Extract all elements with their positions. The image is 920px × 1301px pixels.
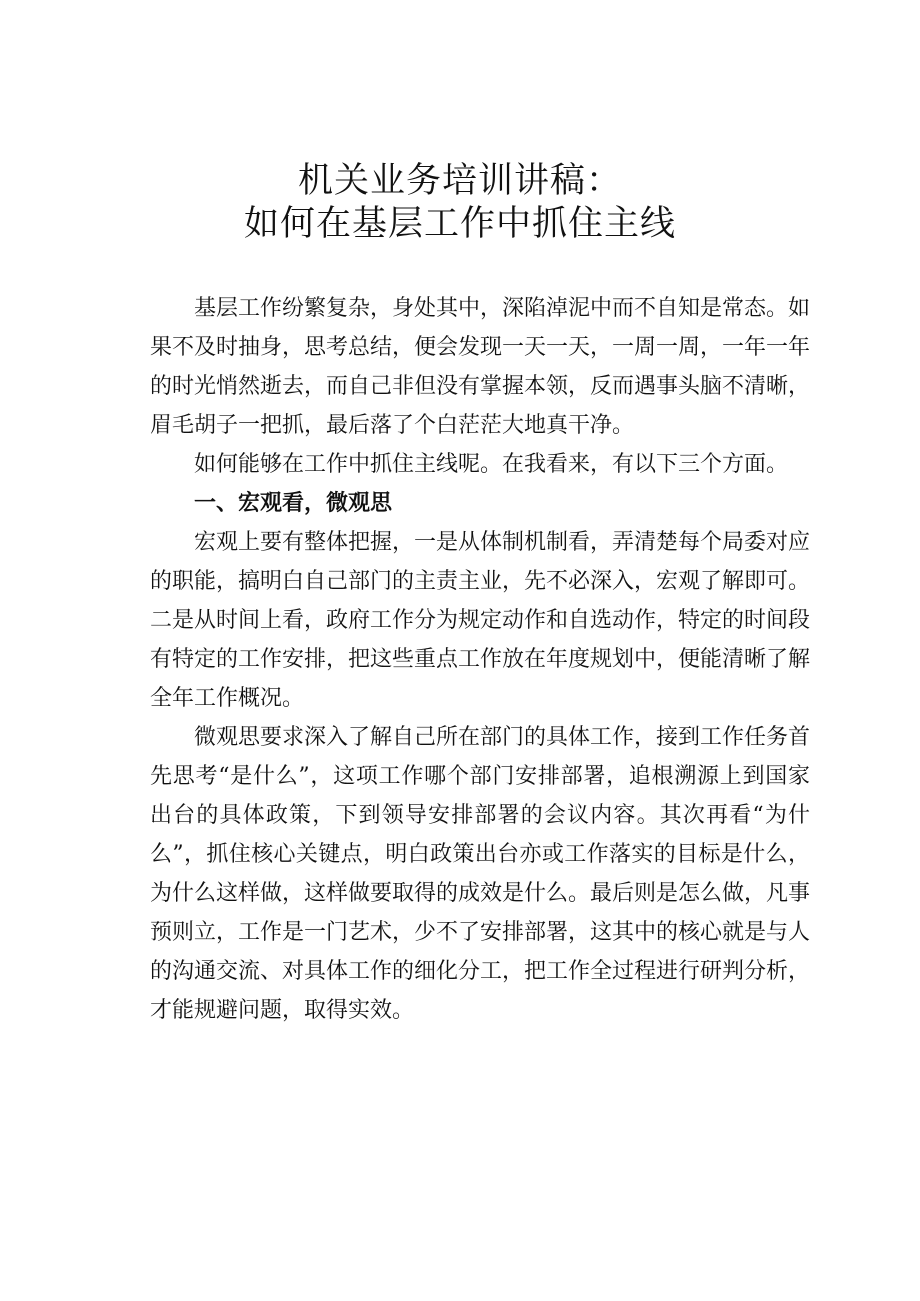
- intro-paragraph-2: 如何能够在工作中抓住主线呢。在我看来，有以下三个方面。: [194, 452, 789, 477]
- section-1-paragraph-1: 宏观上要有整体把握，一是从体制机制看，弄清楚每个局委对应的职能，搞明白自己部门的主责主业，先不必深入，宏观了解即可。二是从时间上看，政府工作分为规定动作和自选动作，特定的时间段有特定的工作安排，把这些重点工作放在年度规划中，便能清晰了解全年工作概况。: [150, 530, 811, 711]
- section-1-paragraph-2: 微观思要求深入了解自己所在部门的具体工作，接到工作任务首先思考“是什么”，这项工作哪个部门安排部署，追根溯源上到国家出台的具体政策，下到领导安排部署的会议内容。其次再看“为什么”，抓住核心关键点，明白政策出台亦或工作落实的目标是什么，为什么这样做，这样做要取得的成效是什么。最后则是怎么做，凡事预则立，工作是一门艺术，少不了安排部署，这其中的核心就是与人的沟通交流、对具体工作的细化分工，把工作全过程进行研判分析，才能规避问题，取得实效。: [150, 725, 811, 1023]
- document-body: [150, 289, 810, 1030]
- document-title-line-2: 如何在基层工作中抓住主线: [243, 204, 676, 244]
- document-title-line-1: 机关业务培训讲稿：: [297, 161, 622, 201]
- intro-paragraph-1: 基层工作纷繁复杂，身处其中，深陷淖泥中而不自知是常态。如果不及时抽身，思考总结，便会发现一天一天，一周一周，一年一年的时光悄然逝去，而自己非但没有掌握本领，反而遇事头脑不清晰，眉毛胡子一把抓，最后落了个白茫茫大地真干净。: [150, 296, 811, 438]
- section-1-heading: 一、宏观看，微观思: [194, 491, 393, 516]
